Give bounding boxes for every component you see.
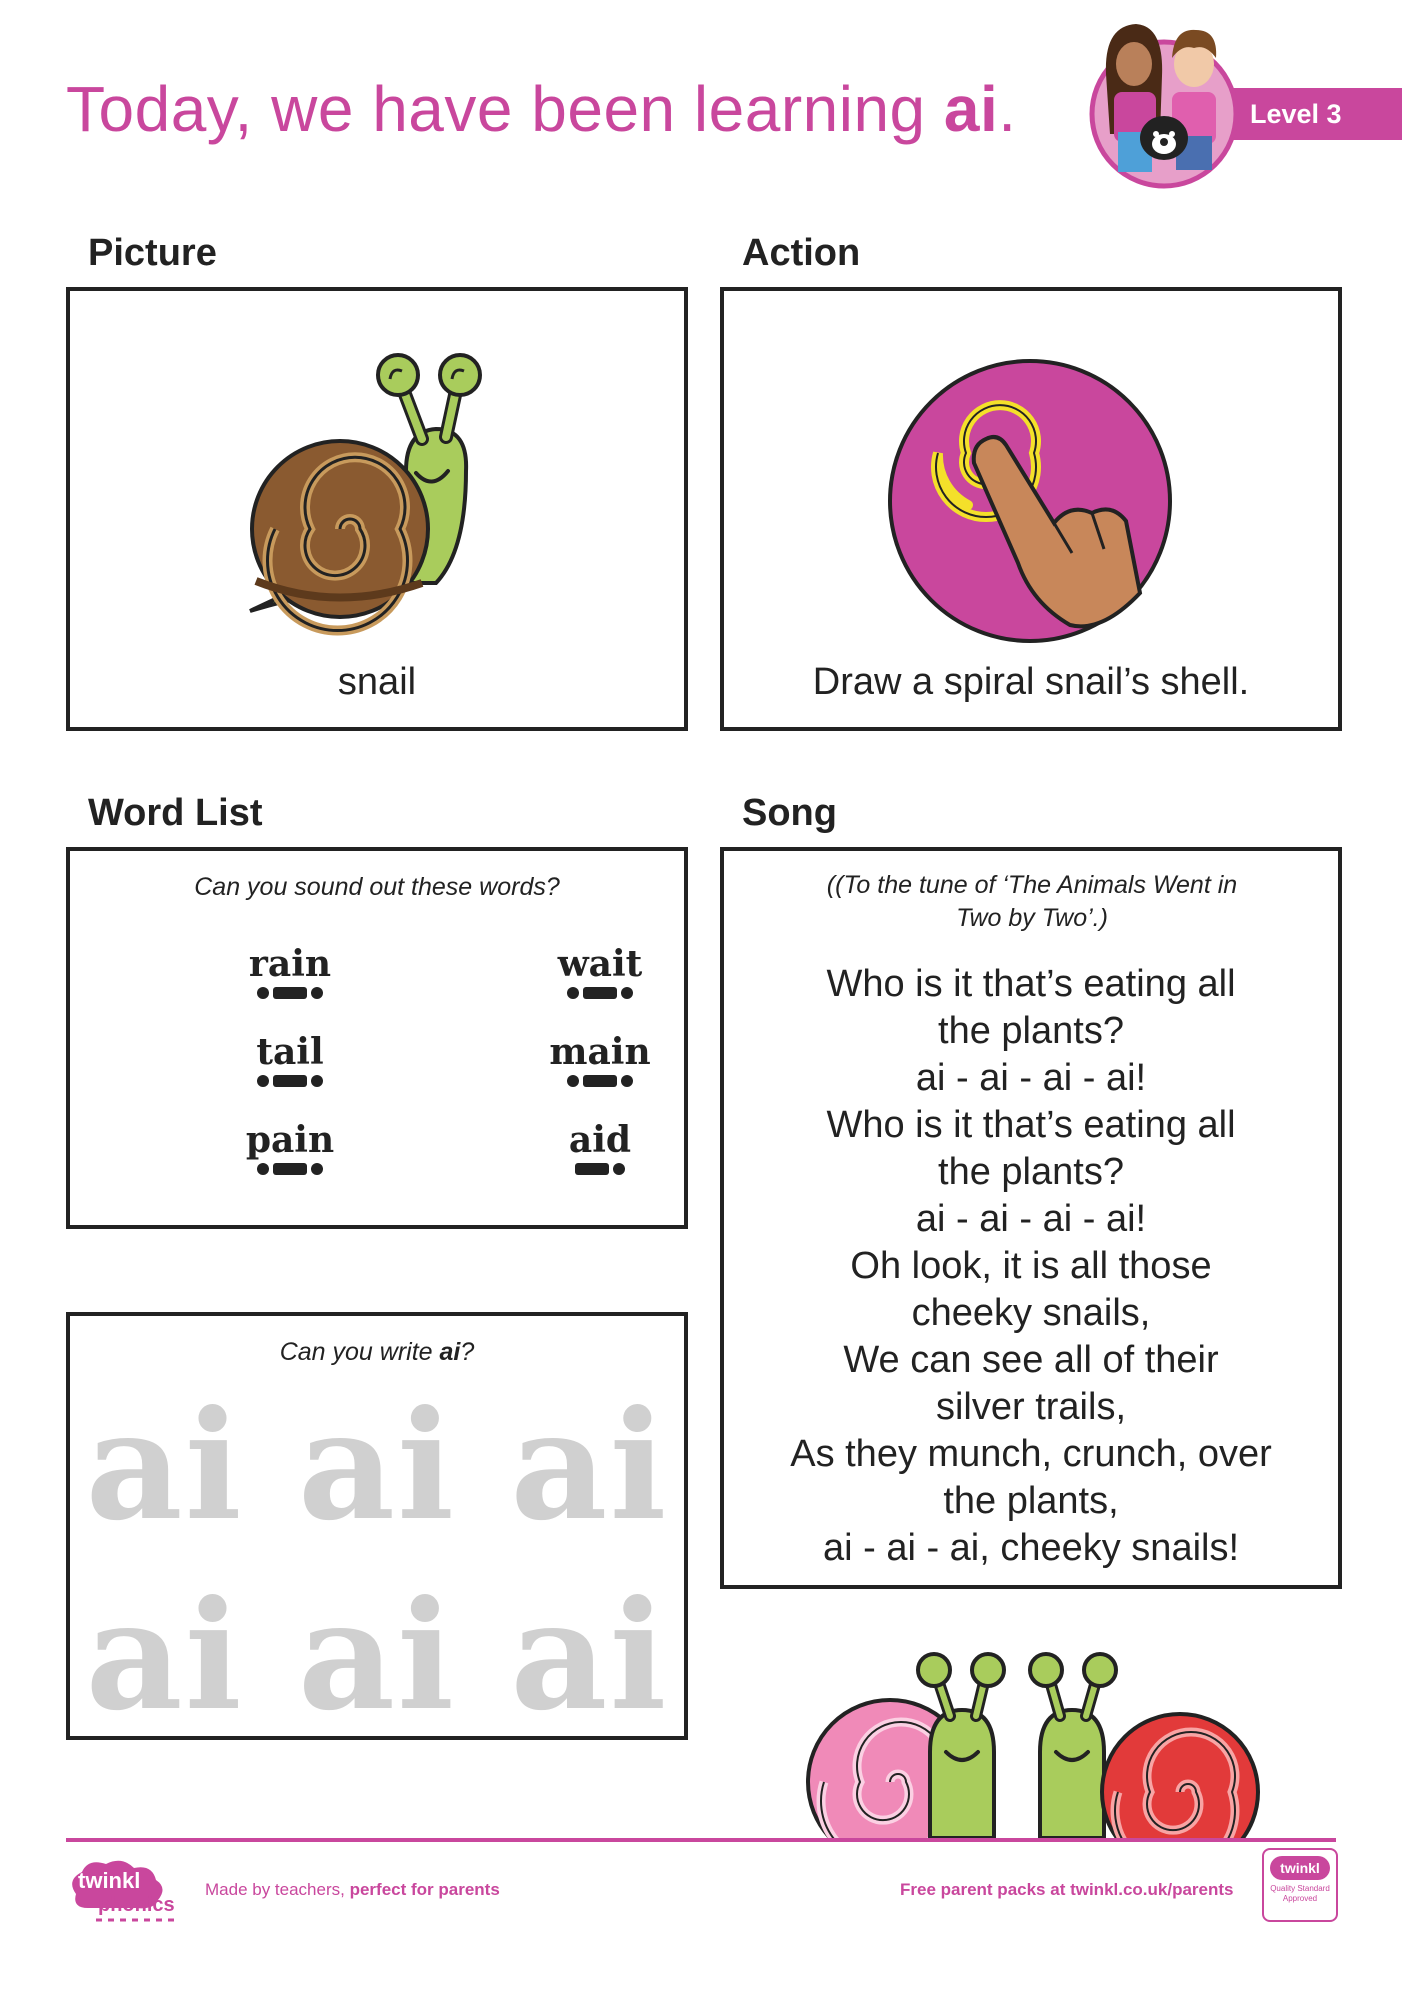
word-aid: aid: [568, 1119, 632, 1161]
song-line: ai - ai - ai - ai!: [915, 1198, 1147, 1240]
word-list-heading: Word List: [88, 792, 263, 834]
sound-buttons: [490, 1073, 710, 1089]
action-caption: Draw a spiral snail’s shell.: [812, 661, 1250, 703]
song-line: Who is it that’s eating all: [826, 963, 1236, 1005]
two-snails-illustration: [780, 1652, 1280, 1838]
word-item: [180, 1031, 400, 1089]
song-heading: Song: [742, 792, 837, 834]
trace-row[interactable]: ai ai ai: [85, 1378, 669, 1554]
song-line: ai - ai - ai, cheeky snails!: [822, 1527, 1240, 1569]
writing-prompt: Can you write ai?: [279, 1338, 475, 1366]
song-line: ai - ai - ai - ai!: [915, 1057, 1147, 1099]
picture-caption: snail: [337, 661, 417, 703]
brand-top: twinkl: [78, 1868, 141, 1893]
song-line: the plants?: [938, 1010, 1124, 1052]
word-item: [490, 1119, 710, 1177]
sound-buttons: [180, 1073, 400, 1089]
parent-packs-link[interactable]: Free parent packs at twinkl.co.uk/parents: [900, 1880, 1234, 1899]
twinkl-logo[interactable]: [66, 1858, 184, 1926]
word-wait: wait: [557, 943, 643, 985]
action-heading: Action: [742, 232, 861, 274]
action-panel: [720, 287, 1342, 731]
song-line: the plants,: [943, 1480, 1119, 1522]
finger-spiral-icon: [882, 353, 1178, 649]
page-title: Today, we have been learning ai.: [66, 73, 1017, 145]
song-line: Who is it that’s eating all: [826, 1104, 1236, 1146]
sound-buttons: [180, 1161, 400, 1177]
word-list-prompt: Can you sound out these words?: [194, 873, 560, 901]
song-line: As they munch, crunch, over: [790, 1433, 1272, 1475]
word-list-panel: [66, 847, 688, 1229]
word-item: [490, 1031, 710, 1089]
word-item: [180, 1119, 400, 1177]
song-line: silver trails,: [935, 1386, 1127, 1428]
song-lyrics: [724, 961, 1338, 1572]
word-item: [490, 943, 710, 1001]
sound-buttons: [490, 1161, 710, 1177]
song-line: the plants?: [938, 1151, 1124, 1193]
children-dog-avatar: [1084, 14, 1244, 189]
brand-bottom: phonics: [98, 1894, 175, 1916]
song-line: We can see all of their: [843, 1339, 1219, 1381]
picture-panel: [66, 287, 688, 731]
word-rain: rain: [248, 943, 332, 985]
trace-row[interactable]: ai ai ai: [85, 1568, 669, 1744]
title-sound: ai: [943, 73, 999, 145]
word-main: main: [549, 1031, 651, 1073]
sound-buttons: [180, 985, 400, 1001]
word-tail: tail: [256, 1031, 324, 1073]
level-badge: Level 3: [1230, 88, 1402, 140]
writing-panel: [66, 1312, 688, 1744]
footer-divider: [66, 1838, 1336, 1842]
footer-tagline: Made by teachers, perfect for parents: [205, 1880, 500, 1899]
word-pain: pain: [245, 1119, 335, 1161]
song-tune-note: ((To the tune of ‘The Animals Went in Two by Two’.): [826, 871, 1238, 932]
song-line: cheeky snails,: [911, 1292, 1151, 1334]
word-item: [180, 943, 400, 1001]
song-line: Oh look, it is all those: [850, 1245, 1212, 1287]
seal-text: Quality Standard Approved: [1270, 1884, 1330, 1903]
song-panel: [720, 847, 1342, 1589]
quality-seal-icon: [1262, 1848, 1338, 1922]
seal-brand: twinkl: [1270, 1856, 1330, 1880]
picture-heading: Picture: [88, 232, 217, 274]
snail-illustration: [236, 351, 526, 641]
sound-buttons: [490, 985, 710, 1001]
